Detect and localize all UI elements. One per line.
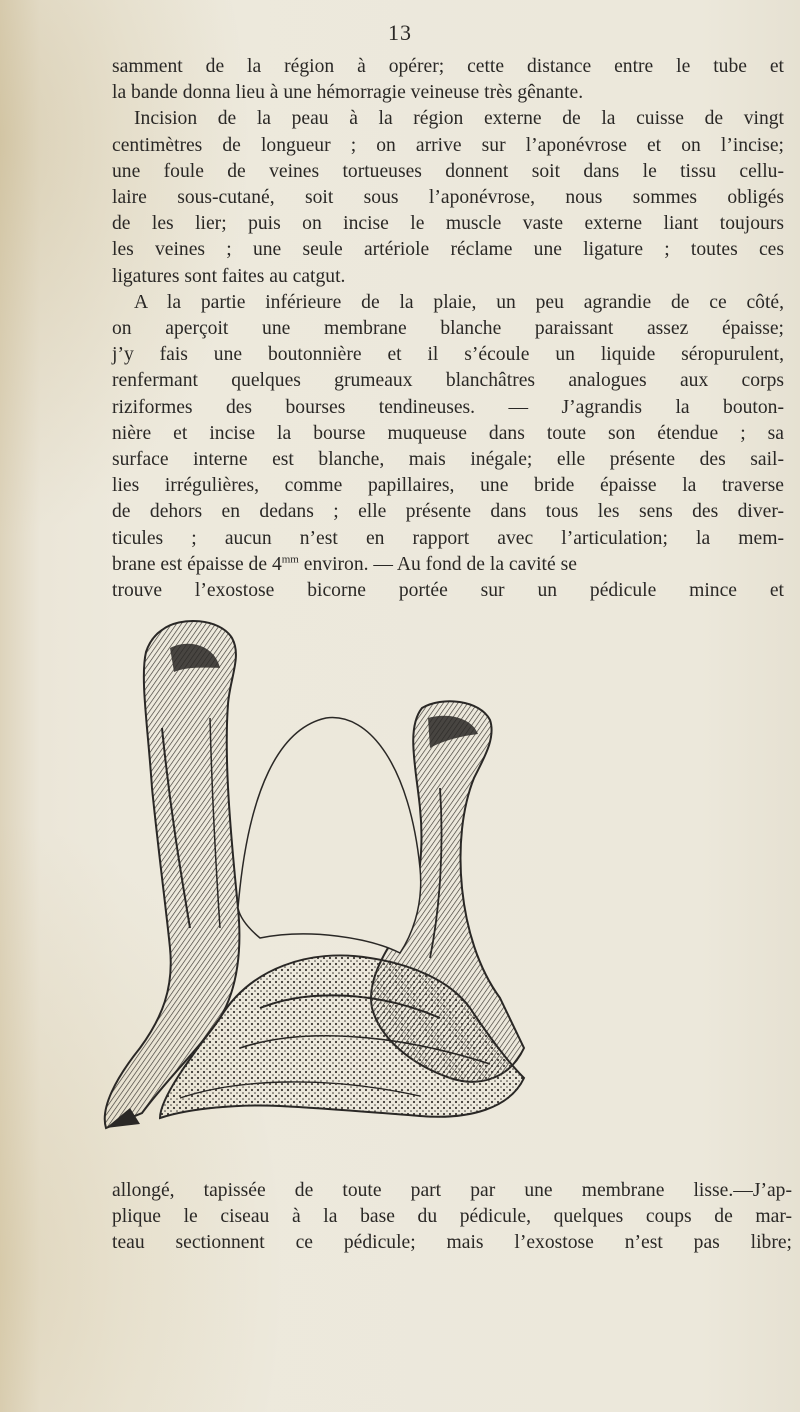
text-line: renfermant quelques grumeaux blanchâtres analogues aux corps: [112, 370, 784, 392]
text-line: teau sectionnent ce pédicule; mais l’exostose n’est pas libre;: [112, 1232, 792, 1254]
text-line: de dehors en dedans ; elle présente dans tous les sens des diver-: [112, 501, 784, 523]
inner-arch-shape: [238, 718, 421, 953]
text-line: samment de la région à opérer; cette distance entre le tube et: [112, 56, 784, 77]
text-line: j’y fais une boutonnière et il s’écoule un liquide séropurulent,: [112, 344, 784, 366]
text-fragment: environ. — Au fond de la cavité se: [298, 553, 577, 575]
page-number: 13: [388, 20, 412, 45]
text-fragment: brane est épaisse de 4: [112, 553, 282, 575]
text-line: Incision de la peau à la région externe de la cuisse de vingt: [134, 108, 784, 130]
text-line: plique le ciseau à la base du pédicule, quelques coups de mar-: [112, 1206, 792, 1228]
text-line: centimètres de longueur ; on arrive sur l’aponévrose et on l’incise;: [112, 134, 784, 156]
text-line: une foule de veines tortueuses donnent soit dans le tissu cellu-: [112, 160, 784, 182]
exostosis-illustration: [70, 608, 610, 1168]
text-line: riziformes des bourses tendineuses. — J’agrandis la bouton-: [112, 396, 784, 418]
text-line: nière et incise la bourse muqueuse dans toute son étendue ; sa: [112, 422, 784, 444]
text-line: A la partie inférieure de la plaie, un peu agrandie de ce côté,: [134, 291, 784, 313]
text-line: on aperçoit une membrane blanche paraissant assez épaisse;: [112, 318, 784, 340]
text-line: ticules ; aucun n’est en rapport avec l’articulation; la mem-: [112, 527, 784, 549]
bicorn-exostosis-engraving-icon: [70, 608, 610, 1168]
unit-superscript: mm: [281, 553, 299, 566]
text-line: surface interne est blanche, mais inégale; elle présente des sail-: [112, 449, 784, 471]
text-line: ligatures sont faites au catgut.: [112, 265, 346, 287]
text-line: allongé, tapissée de toute part par une membrane lisse.—J’ap-: [112, 1180, 792, 1201]
body-text-bottom: [112, 1178, 792, 1257]
body-text-top: [112, 54, 784, 604]
text-line: lies irrégulières, comme papillaires, une bride épaisse la traverse: [112, 475, 784, 497]
text-line: de les lier; puis on incise le muscle vaste externe liant toujours: [112, 213, 784, 235]
text-line-with-unit: [112, 552, 784, 578]
text-line: la bande donna lieu à une hémorragie veineuse très gênante.: [112, 82, 584, 104]
text-line: laire sous-cutané, soit sous l’aponévrose, nous sommes obligés: [112, 187, 784, 209]
text-line: trouve l’exostose bicorne portée sur un pédicule mince et: [112, 580, 784, 602]
text-line: les veines ; une seule artériole réclame une ligature ; toutes ces: [112, 239, 784, 261]
